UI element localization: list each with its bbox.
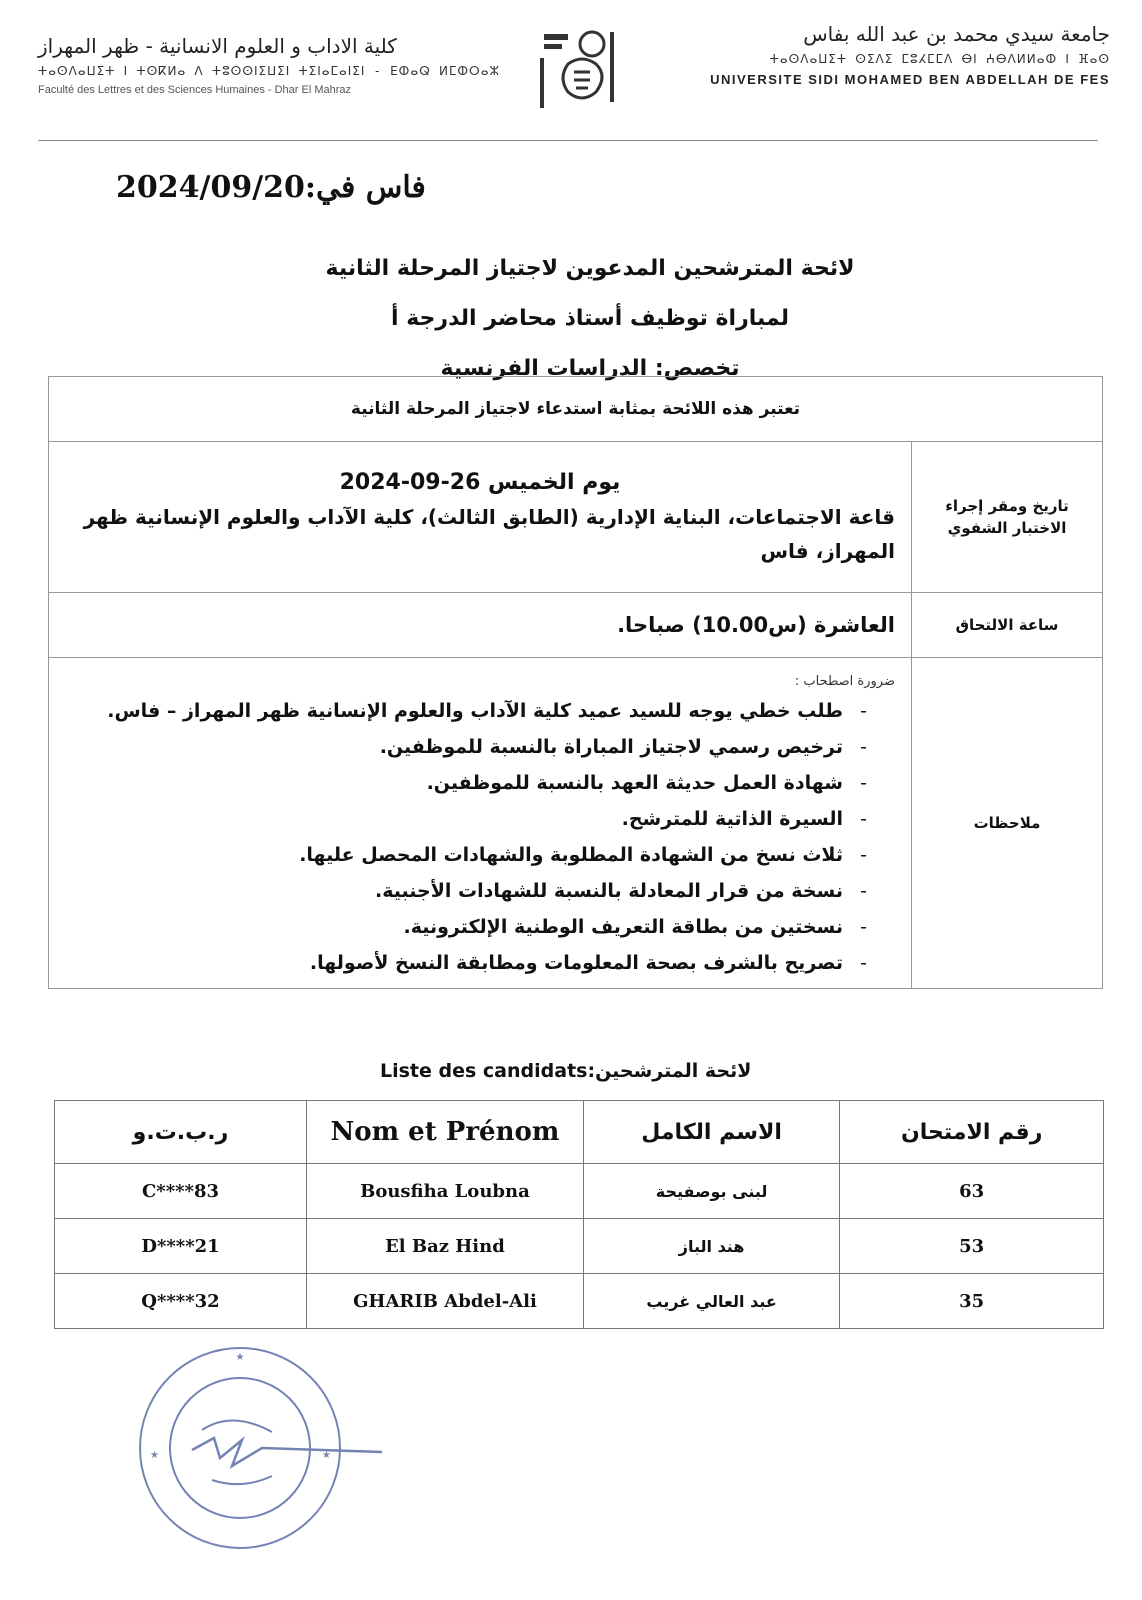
svg-text:★: ★ (322, 1450, 331, 1461)
letterhead (30, 14, 1110, 114)
notice-row (49, 377, 1103, 442)
exam-info-table (48, 376, 1103, 989)
document-title (300, 244, 880, 394)
exam-day: يوم الخميس 26-09-2024 (339, 470, 621, 495)
cin-cell: D****21 (55, 1219, 307, 1274)
name-fr-cell: GHARIB Abdel-Ali (307, 1274, 584, 1329)
col-name-fr-header: Nom et Prénom (307, 1101, 584, 1164)
name-fr-cell: Bousfiha Loubna (307, 1164, 584, 1219)
list-item: - نسخة من قرار المعادلة بالنسبة للشهادات الأجنبية. (65, 873, 867, 909)
notes-intro: ضرورة اصطحاب : (794, 673, 895, 689)
name-ar-cell: عبد العالي غريب (583, 1274, 839, 1329)
list-item: - السيرة الذاتية للمترشح. (65, 801, 867, 837)
university-name-ar: جامعة سيدي محمد بن عبد الله بفاس (803, 22, 1110, 46)
table-row (55, 1219, 1104, 1274)
notes-label: ملاحظات (912, 658, 1103, 989)
faculty-name-tifinagh: ⵜⴰⵙⴷⴰⵡⵉⵜ ⵏ ⵜⵙⴽⵍⴰ ⴷ ⵜⵓⵙⵙⵏⵉⵡⵉⵏ ⵜⵉⵏⴰⵎⴰⵏⵉⵏ - ⴹⵀⴰⵕ ⵍⵎⵀⵔⴰⵣ (38, 64, 500, 78)
time-label: ساعة الالتحاق (912, 593, 1103, 658)
convocation-notice: تعتبر هذه اللائحة بمثابة استدعاء لاجتياز المرحلة الثانية (49, 377, 1103, 442)
exam-place: قاعة الاجتماعات، البناية الإدارية (الطابق الثالث)، كلية الآداب والعلوم الإنسانية ظهر المهراز، فاس (83, 505, 895, 563)
candidates-caption (380, 1060, 751, 1082)
list-item: - تصريح بالشرف بصحة المعلومات ومطابقة النسخ لأصولها. (65, 945, 867, 981)
cin-cell: C****83 (55, 1164, 307, 1219)
notes-row (49, 658, 1103, 989)
document-date: فاس في:2024/09/20 (116, 170, 426, 205)
col-exam-no-header: رقم الامتحان (840, 1101, 1104, 1164)
svg-text:★: ★ (235, 1352, 245, 1363)
table-row (55, 1274, 1104, 1329)
university-name-fr: UNIVERSITE SIDI MOHAMED BEN ABDELLAH DE FES (710, 72, 1110, 87)
list-item: - طلب خطي يوجه للسيد عميد كلية الآداب والعلوم الإنسانية ظهر المهراز – فاس. (65, 693, 867, 729)
list-item: - نسختين من بطاقة التعريف الوطنية الإلكترونية. (65, 909, 867, 945)
time-value: العاشرة (س10.00) صباحا. (49, 593, 912, 658)
university-block (610, 22, 1110, 87)
exam-no-cell: 53 (840, 1219, 1104, 1274)
list-item: - شهادة العمل حديثة العهد بالنسبة للموظفين. (65, 765, 867, 801)
faculty-name-fr: Faculté des Lettres et des Sciences Humaines - Dhar El Mahraz (38, 84, 352, 96)
faculty-name-ar: كلية الاداب و العلوم الانسانية - ظهر المهراز (38, 34, 397, 58)
date-row (49, 442, 1103, 593)
title-line-3: تخصص: الدراسات الفرنسية (440, 356, 740, 381)
date-label: تاريخ ومقر إجراء الاختبار الشفوي (912, 442, 1103, 593)
candidates-caption-fr: Liste des candidats: (380, 1060, 596, 1082)
table-header-row (55, 1101, 1104, 1164)
col-cin-header: ر.ب.ت.و (55, 1101, 307, 1164)
name-ar-cell: لبنى بوصفيحة (583, 1164, 839, 1219)
title-line-2: لمباراة توظيف أستاذ محاضر الدرجة أ (391, 306, 789, 331)
date-value (49, 442, 912, 593)
header-divider (38, 140, 1098, 141)
name-fr-cell: El Baz Hind (307, 1219, 584, 1274)
time-row (49, 593, 1103, 658)
required-documents-list (65, 693, 895, 981)
exam-no-cell: 63 (840, 1164, 1104, 1219)
candidates-table (54, 1100, 1104, 1329)
university-name-tifinagh: ⵜⴰⵙⴷⴰⵡⵉⵜ ⵙⵉⴷⵉ ⵎⵓⵃⵎⵎⴷ ⴱⵏ ⵄⴱⴷⵍⵍⴰⵀ ⵏ ⴼⴰⵙ (769, 52, 1110, 66)
table-row (55, 1164, 1104, 1219)
candidates-caption-ar: لائحة المترشحين (595, 1060, 752, 1082)
notes-value (49, 658, 912, 989)
list-item: - ترخيص رسمي لاجتياز المباراة بالنسبة للموظفين. (65, 729, 867, 765)
exam-no-cell: 35 (840, 1274, 1104, 1329)
col-name-ar-header: الاسم الكامل (583, 1101, 839, 1164)
title-line-1: لائحة المترشحين المدعوين لاجتياز المرحلة الثانية (325, 256, 855, 281)
list-item: - ثلاث نسخ من الشهادة المطلوبة والشهادات المحصل عليها. (65, 837, 867, 873)
faculty-block (38, 34, 518, 96)
official-stamp-icon (122, 1340, 382, 1570)
svg-text:★: ★ (150, 1450, 159, 1461)
cin-cell: Q****32 (55, 1274, 307, 1329)
name-ar-cell: هند الباز (583, 1219, 839, 1274)
